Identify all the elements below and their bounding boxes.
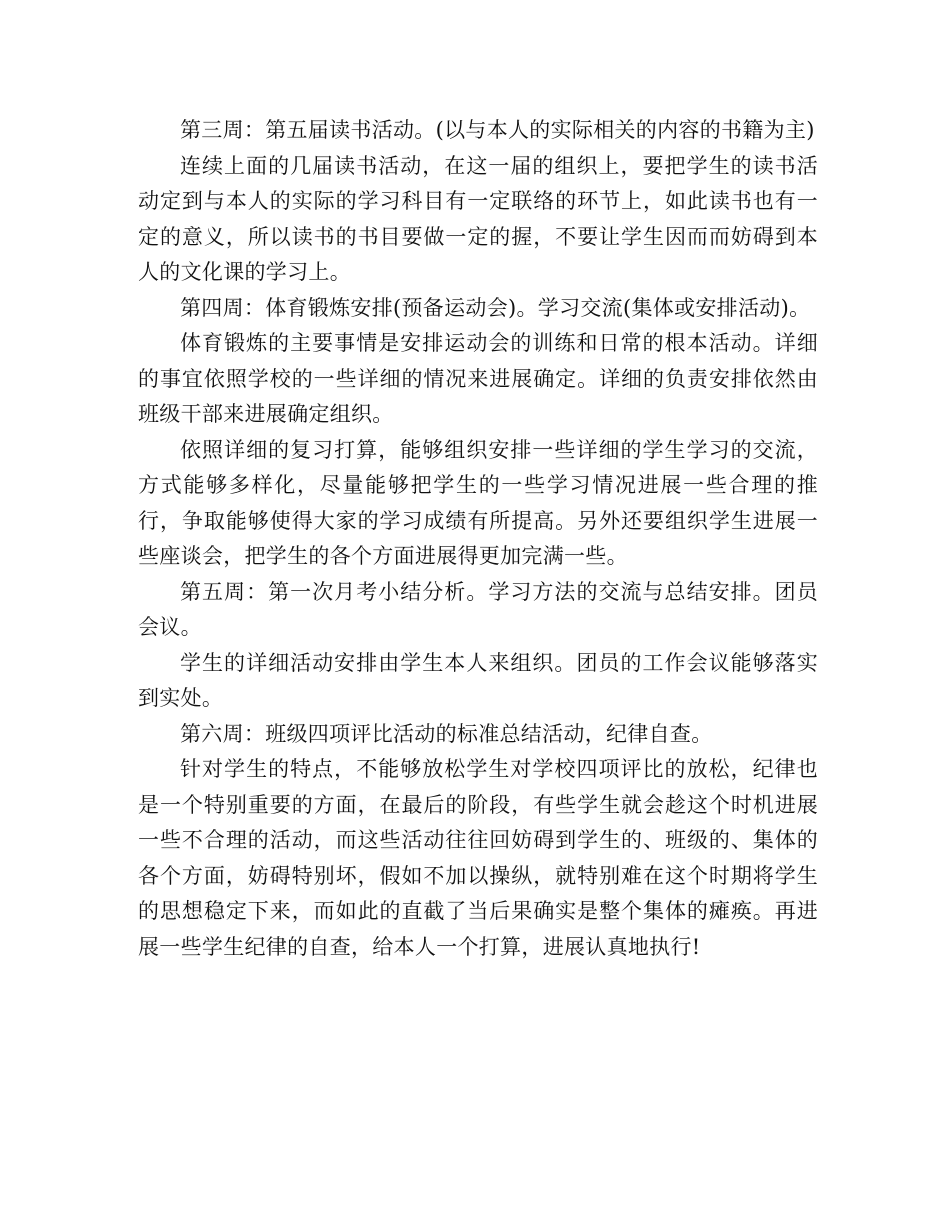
paragraph-week3-heading: 第三周：第五届读书活动。(以与本人的实际相关的内容的书籍为主): [180, 118, 815, 142]
paragraph-week5-detail: 学生的详细活动安排由学生本人来组织。团员的工作会议能够落实到实处。: [138, 650, 818, 710]
paragraph-week4-heading: 第四周：体育锻炼安排(预备运动会)。学习交流(集体或安排活动)。: [180, 295, 811, 320]
paragraph-week4-study-exchange: 依照详细的复习打算，能够组织安排一些详细的学生学习的交流，方式能够多样化，尽量能够把学生的一些学习情况进展一些合理的推行，争取能够使得大家的学习成绩有所提高。另外还要组织学生进展一些座谈会，把学生的各个方面进展得更加完满一些。: [138, 437, 818, 568]
paragraph-week6-heading: 第六周：班级四项评比活动的标准总结活动，纪律自查。: [180, 721, 713, 746]
paragraph-week6-detail: 针对学生的特点，不能够放松学生对学校四项评比的放松，纪律也是一个特别重要的方面，在最后的阶段，有些学生就会趁这个时机进展一些不合理的活动，而这些活动往往回妨碍到学生的、班级的、集体的各个方面，妨碍特别坏，假如不加以操纵，就特别难在这个时期将学生的思想稳定下来，而如此的直截了当后果确实是整个集体的瘫痪。再进展一些学生纪律的自查，给本人一个打算，进展认真地执行!: [138, 757, 818, 959]
paragraph-week3-detail: 连续上面的几届读书活动，在这一届的组织上，要把学生的读书活动定到与本人的实际的学习科目有一定联络的环节上，如此读书也有一定的意义，所以读书的书目要做一定的握，不要让学生因而而妨碍到本人的文化课的学习上。: [138, 153, 818, 284]
paragraph-week5-heading: 第五周：第一次月考小结分析。学习方法的交流与总结安排。团员会议。: [138, 579, 818, 639]
document-body: [138, 113, 818, 965]
paragraph-week4-sports: 体育锻炼的主要事情是安排运动会的训练和日常的根本活动。详细的事宜依照学校的一些详细的情况来进展确定。详细的负责安排依然由班级干部来进展确定组织。: [138, 331, 818, 426]
